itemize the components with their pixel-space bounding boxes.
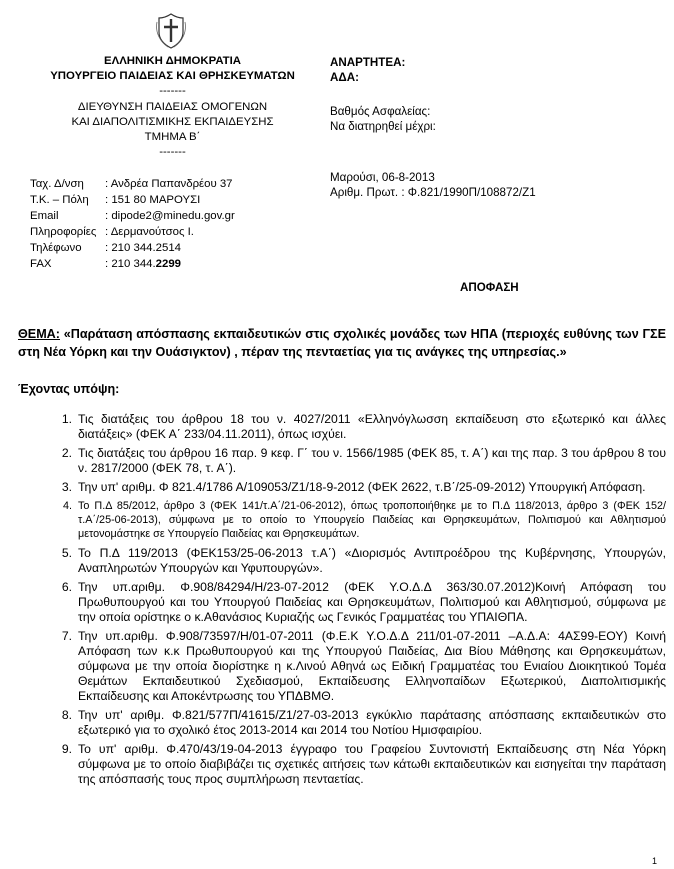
subject-text: «Παράταση απόσπασης εκπαιδευτικών στις σχολικές μονάδες των ΗΠΑ (περιοχές ευθύνης των ΓΣΕ στη Νέα Υόρκη και την Ουάσιγκτον) , πέραν της πενταετίας για τις ανάγκες της υπηρεσίας.» [18,327,666,359]
ada-label: ΑΔΑ: [330,71,359,84]
subject-paragraph [18,325,666,361]
item-number: 9. [61,742,72,756]
contact-key: FAX [30,258,52,270]
list-item [30,412,666,442]
item-text: Την υπ.αριθμ. Φ.908/84294/Η/23-07-2012 (ΦΕΚ Υ.Ο.Δ.Δ 363/30.07.2012)Κοινή Απόφαση του Πρωθυπουργού και του Υπουργού Παιδείας και Θρησκευμάτων, Πολιτισμού και Αθλητισμού, σύμφωνα με την οποία ορίστηκε ο κ.Αθανάσιος Κυριαζής ως Γενικός Γραμματέας του ΥΠΑΙΘΠΑ. [78,580,666,624]
security-level-label: Βαθμός Ασφαλείας: [330,105,431,118]
item-number: 4. [62,500,72,512]
item-text: Την υπ' αριθμ. Φ 821.4/1786 Α/109053/Ζ1/18-9-2012 (ΦΕΚ 2622, τ.Β΄/25-09-2012) Υπουργική Απόφαση. [78,480,646,494]
contact-row [30,256,235,272]
contact-row [30,192,235,208]
contact-key: Τ.Κ. – Πόλη [30,194,89,206]
item-number: 7. [61,629,72,643]
contact-email: : dipode2@minedu.gov.gr [105,210,235,222]
subject-label: ΘΕΜΑ: [18,327,60,341]
document-date: Μαρούσι, 06-8-2013 [330,171,435,184]
contact-key: Email [30,210,59,222]
decision-heading: ΑΠΟΦΑΣΗ [460,281,519,294]
anartitea-label: ΑΝΑΡΤΗΤΕΑ: [330,56,406,69]
considerations-list [30,412,666,787]
list-item [30,580,666,625]
contact-row [30,176,235,192]
list-item [30,480,666,495]
directorate-line-2: ΚΑΙ ΔΙΑΠΟΛΙΤΙΣΜΙΚΗΣ ΕΚΠΑΙΔΕΥΣΗΣ [71,116,274,128]
protocol-number: Αριθμ. Πρωτ. : Φ.821/1990Π/108872/Ζ1 [330,186,536,199]
list-item [30,546,666,576]
list-item [30,742,666,787]
department-line: ΤΜΗΜΑ Β΄ [144,131,201,143]
contact-info [30,176,235,272]
item-number: 3. [61,480,72,494]
item-number: 6. [61,580,72,594]
item-text: Το υπ' αριθμ. Φ.470/43/19-04-2013 έγγραφο του Γραφείου Συντονιστή Εκπαίδευσης στη Νέα Υόρκη σύμφωνα με το οποίο διαβιβάζει τις σχετικές αιτήσεις των κάτωθι εκπαιδευτικών και εισηγείται την παράταση της απόσπασής τους προς συμπλήρωση πενταετίας. [78,742,666,786]
item-text: Τις διατάξεις του άρθρου 16 παρ. 9 κεφ. Γ΄ του ν. 1566/1985 (ΦΕΚ 85, τ. Α΄) και της παρ. 3 του άρθρου 8 του ν. 2817/2000 (ΦΕΚ 78, τ. Α΄). [78,446,666,475]
item-number: 8. [61,708,72,722]
republic-title: ΕΛΛΗΝΙΚΗ ΔΗΜΟΚΡΑΤΙΑ [104,55,241,67]
contact-value: : 210 344.2514 [105,242,182,254]
item-text: Το Π.Δ 119/2013 (ΦΕΚ153/25-06-2013 τ.Α΄) «Διορισμός Αντιπροέδρου της Κυβέρνησης, Υπουργών, Αναπληρωτών Υπουργών και Υφυπουργών». [78,546,666,575]
item-text: Την υπ.αριθμ. Φ.908/73597/Η/01-07-2011 (Φ.Ε.Κ Υ.Ο.Δ.Δ 211/01-07-2011 –Α.Δ.Α: 4ΑΣ99-ΕΟΥ) Κοινή Απόφαση των κ.κ Πρωθυπουργού και της Υπουργού Παιδείας, Δια Βίου Μάθησης και Θρησκευμάτων, σύμφωνα με την οποία διορίστηκε η κ.Λινού Αθηνά ως Ειδική Γραμματέας του Ενιαίου Διοικητικού Τομέα Θεμάτων Εκπαιδευτικού Σχεδιασμού, Εκπαίδευσης Ελληνοπαίδων Εξωτερικού, Διαπολιτισμικής Εκπαίδευσης και Αποκέντρωσης του ΥΠΔΒΜΘ. [78,629,666,703]
header-separator-2: ------- [159,146,186,158]
header-separator: ------- [159,85,186,97]
item-text: Τις διατάξεις του άρθρου 18 του ν. 4027/2011 «Ελληνόγλωσση εκπαίδευση στο εξωτερικό και άλλες διατάξεις» (ΦΕΚ Α΄ 233/04.11.2011), όπως ισχύει. [78,412,666,441]
list-item [30,708,666,738]
item-number: 1. [61,412,72,426]
greek-coat-of-arms-emblem [156,12,186,50]
ministry-title: ΥΠΟΥΡΓΕΙΟ ΠΑΙΔΕΙΑΣ ΚΑΙ ΘΡΗΣΚΕΥΜΑΤΩΝ [50,70,295,82]
contact-key: Πληροφορίες [30,226,97,238]
contact-key: Ταχ. Δ/νση [30,178,84,190]
contact-value: : Δερμανούτσος Ι. [105,226,194,238]
contact-value: : Ανδρέα Παπανδρέου 37 [105,178,233,190]
list-item [30,629,666,704]
page-number: 1 [652,856,658,866]
contact-key: Τηλέφωνο [30,242,82,254]
item-number: 5. [61,546,72,560]
item-text: Το Π.Δ 85/2012, άρθρο 3 (ΦΕΚ 141/τ.Α΄/21-06-2012), όπως τροποποιήθηκε με το Π.Δ 118/2013, άρθρο 3 (ΦΕΚ 152/τ.Α΄/25-06-2013), σύμφωνα με το οποίο το Υπουργείο Παιδείας και Θρησκευμάτων, Πολιτισμού και Αθλητισμού μετονομάστηκε σε Υπουργείο Παιδείας και Θρησκευμάτων. [78,500,666,540]
retention-label: Να διατηρηθεί μέχρι: [330,120,436,133]
directorate-line-1: ΔΙΕΥΘΥΝΣΗ ΠΑΙΔΕΙΑΣ ΟΜΟΓΕΝΩΝ [77,101,268,113]
list-item [30,446,666,476]
item-text: Την υπ' αριθμ. Φ.821/577Π/41615/Ζ1/27-03-2013 εγκύκλιο παράτασης απόσπασης εκπαιδευτικών στο εξωτερικό για το σχολικό έτος 2013-2014 και 2014 του Νοτίου Ημισφαιρίου. [78,708,666,737]
considering-heading: Έχοντας υπόψη: [18,382,120,396]
contact-row [30,240,235,256]
list-item [30,499,666,541]
contact-row [30,208,235,224]
contact-value: : 210 344.2299 [105,258,182,270]
contact-value: : 151 80 ΜΑΡΟΥΣΙ [105,194,201,206]
contact-row [30,224,235,240]
item-number: 2. [61,446,72,460]
